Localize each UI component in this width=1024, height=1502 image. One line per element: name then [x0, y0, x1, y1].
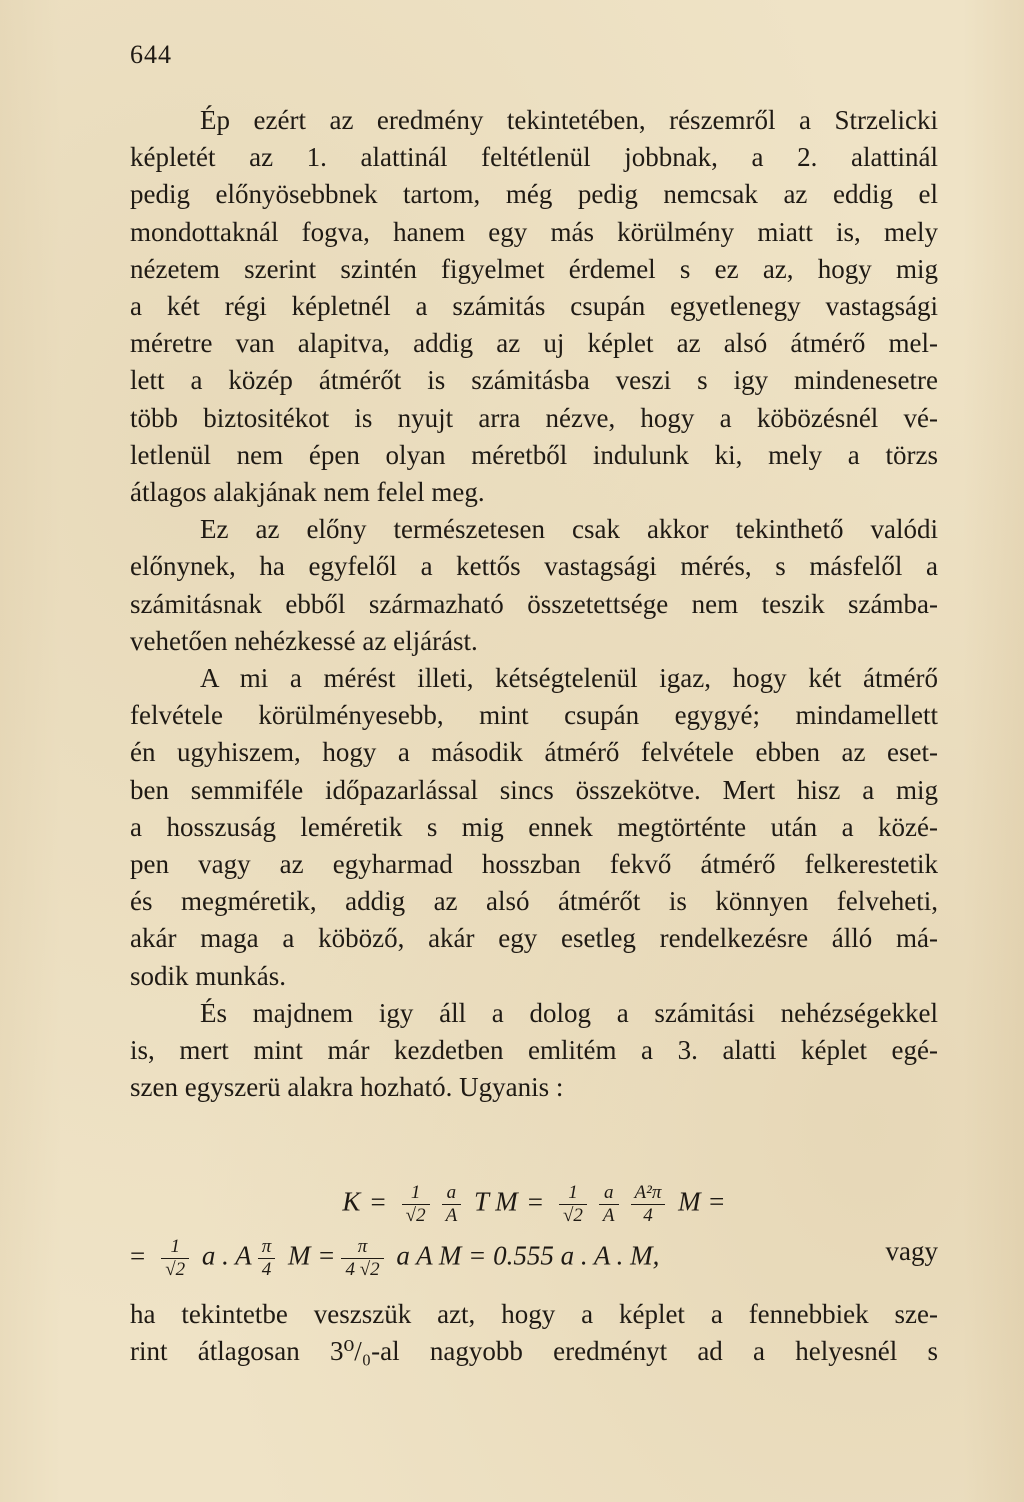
text-line: vehetően nehézkessé az eljárást.	[130, 625, 478, 656]
fraction	[599, 1182, 619, 1227]
text-line: a hosszuság leméretik s mig ennek megtörténte után a közé-	[130, 811, 938, 842]
body-text	[130, 102, 938, 1106]
text-line: ben semmiféle időpazarlással sincs összekötve. Mert hisz a mig	[130, 774, 938, 805]
denominator: A	[602, 1205, 615, 1226]
fraction	[402, 1182, 430, 1227]
closing-text	[130, 1296, 938, 1370]
equals-sign: =	[527, 1186, 543, 1217]
numerator: a	[442, 1182, 462, 1205]
fraction	[559, 1182, 587, 1227]
text-line: Ép ezért az eredmény tekintetében, részemről a Strzelicki	[200, 105, 938, 135]
formula-term: M =	[678, 1186, 726, 1217]
text-line: felvétele körülményesebb, mint csupán egygyé; mindamellett	[130, 700, 938, 731]
numerator: π	[341, 1236, 383, 1259]
text-line: akár maga a köböző, akár egy esetleg rendelkezésre álló má-	[130, 923, 938, 954]
text-line: nézetem szerint szintén figyelmet érdemel s ez az, hogy mig	[130, 253, 938, 284]
text-line: lett a közép átmérőt is számitásba veszi s igy mindenesetre	[130, 365, 938, 396]
text-line: átlagos alakjának nem felel meg.	[130, 477, 485, 508]
text-line: több biztositékot is nyujt arra nézve, hogy a köbözésnél vé-	[130, 402, 938, 433]
denominator: √2	[562, 1205, 583, 1226]
denominator: √2	[165, 1259, 186, 1280]
denominator: A	[445, 1205, 458, 1226]
formula-trailing-text: vagy	[885, 1236, 938, 1266]
text-line: előnynek, ha egyfelől a kettős vastagsági mérés, s másfelől a	[130, 551, 938, 582]
text-line: méretre van alapitva, addig az uj képlet az alsó átmérő mel-	[130, 328, 938, 359]
numerator: A²π	[631, 1182, 666, 1205]
text-line: Ez az előny természetesen csak akkor tekinthető valódi	[200, 514, 938, 545]
text-line: letlenül nem épen olyan méretből indulunk ki, mely a törzs	[130, 439, 938, 470]
numerator: π	[258, 1236, 276, 1259]
text-line: mondottaknál fogva, hanem egy más körülmény miatt is, mely	[130, 216, 938, 247]
text-line: szen egyszerü alakra hozható. Ugyanis :	[130, 1072, 564, 1103]
text-line: és megméretik, addig az alsó átmérőt is könnyen felveheti,	[130, 886, 938, 917]
text-line: És majdnem igy áll a dolog a számitási nehézségekkel	[200, 997, 938, 1028]
numerator: a	[599, 1182, 619, 1205]
text-line: én ugyhiszem, hogy a második átmérő felvétele ebben az eset-	[130, 737, 938, 768]
text-line: is, mert mint már kezdetben emlitém a 3. alatti képlet egé-	[130, 1035, 938, 1066]
fraction	[631, 1182, 666, 1227]
text-line: ha tekintetbe veszszük azt, hogy a képlet a fennebbiek sze-	[130, 1299, 938, 1329]
text-line: pedig előnyösebbnek tartom, még pedig nemcsak az eddig el	[130, 179, 938, 210]
fraction	[442, 1182, 462, 1227]
text-line: A mi a mérést illeti, kétségtelenül igaz, hogy két átmérő	[200, 663, 938, 694]
text-line: sodik munkás.	[130, 960, 287, 991]
fraction	[258, 1236, 276, 1281]
text-line: képletét az 1. alattinál feltétlenül jobbnak, a 2. alattinál	[130, 142, 938, 173]
formula-line-2	[130, 1236, 938, 1281]
formula-term: K	[342, 1186, 361, 1217]
page-number: 644	[130, 40, 172, 69]
text-line: a két régi képletnél a számitás csupán egyetlenegy vastagsági	[130, 291, 938, 322]
text-line: rint átlagosan 3⁰/₀-al nagyobb eredményt ad a helyesnél s	[130, 1336, 938, 1367]
denominator: 4	[643, 1205, 653, 1226]
formula-term: M =	[287, 1240, 336, 1271]
formula-line-1	[130, 1182, 938, 1227]
numerator: 1	[402, 1182, 430, 1205]
numerator: 1	[559, 1182, 587, 1205]
text-line: számitásnak ebből származható összetettsége nem teszik számba-	[130, 588, 938, 619]
equals-sign: =	[130, 1240, 146, 1271]
denominator: √2	[405, 1205, 426, 1226]
formula-term: T M	[473, 1186, 518, 1217]
formula-term: a A M = 0.555 a . A . M,	[396, 1240, 660, 1271]
denominator: 4	[261, 1259, 272, 1280]
equals-sign: =	[370, 1186, 386, 1217]
text-line: pen vagy az egyharmad hosszban fekvő átmérő felkerestetik	[130, 849, 938, 880]
fraction	[161, 1236, 189, 1281]
fraction	[341, 1236, 383, 1281]
numerator: 1	[161, 1236, 189, 1259]
formula-term: a . A	[201, 1240, 252, 1271]
denominator: 4 √2	[345, 1259, 380, 1280]
